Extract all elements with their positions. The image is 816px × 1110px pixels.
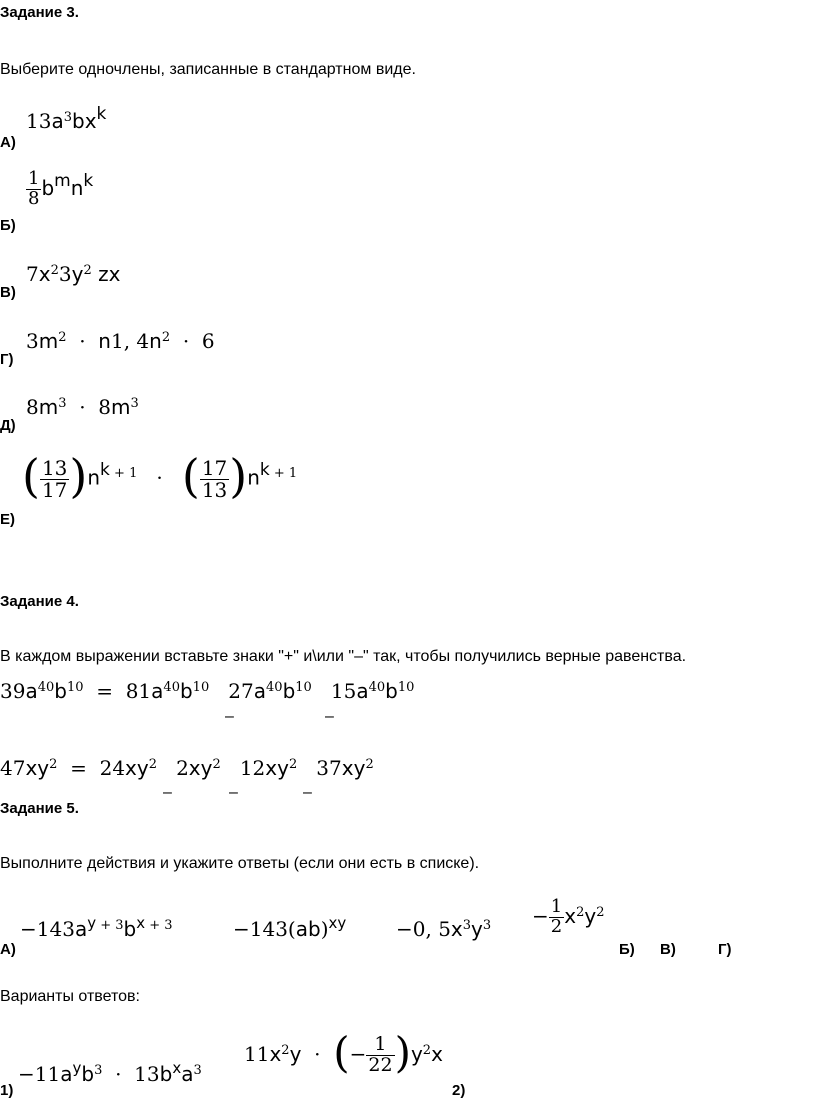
task3-expression-e: ( $\frac{13}{17}$ )$n^k$ $^{+ 1}$ · ( $\frac{17}{13}$ )$n^k$ $^{+ 1}$: [22, 449, 298, 503]
task5-expression-g: − $\frac{1}{2}$ $x^2y^2$: [532, 896, 605, 937]
task4-title: Задание 4.: [0, 593, 79, 610]
task5-answer-2: $11x^2y$ · (− $\frac{1}{22}$ )$y^2x$: [244, 1028, 443, 1077]
task5-expression-b: −143(ab)$^{xy}$: [233, 913, 347, 941]
task5-instruction: Выполните действия и укажите ответы (если они есть в списке).: [0, 855, 480, 872]
task4-equation-2: $47xy^2 = 24xy^2$ $2xy^2$ $12xy^2$ $37xy^2$: [0, 756, 374, 780]
task3-expression-d: $8m^3 \cdot 8m^3$: [26, 395, 139, 419]
task4-equation-1: $39a^{40}b^{10} = 81a^{40}b^{10}$ $27a^{40}b^{10}$ $15a^{40}b^{10}$: [0, 679, 415, 703]
task5-expression-a: $-143a^y$ $^{+ 3}b^x$ $^{+ 3}$: [20, 913, 173, 941]
task3-expression-a: $13a^3bx^k$: [26, 103, 107, 133]
task5-label-g: Г): [718, 941, 732, 958]
task5-label-a: А): [0, 941, 16, 958]
task3-label-v: В): [0, 284, 16, 301]
task5-answer-label-1: 1): [0, 1082, 14, 1099]
task4-sign-blank[interactable]: –: [303, 784, 312, 801]
task4-sign-blank[interactable]: –: [225, 708, 234, 725]
task3-label-e: Е): [0, 511, 15, 528]
task4-sign-blank[interactable]: –: [229, 784, 238, 801]
task3-title: Задание 3.: [0, 4, 79, 21]
task5-title: Задание 5.: [0, 800, 79, 817]
task3-label-d: Д): [0, 417, 16, 434]
task3-expression-b: $\frac{1}{8}$ $b^mn^k$: [28, 168, 94, 209]
task3-label-g: Г): [0, 351, 14, 368]
task3-label-a: А): [0, 134, 16, 151]
task5-expression-v: −0, $5x^3y^3$: [396, 917, 492, 941]
task5-answers-title: Варианты ответов:: [0, 988, 140, 1005]
task5-label-v: В): [660, 941, 676, 958]
task4-sign-blank[interactable]: –: [325, 708, 334, 725]
task3-expression-v: $7x^23y^2$ zx: [26, 262, 121, 286]
task3-expression-g: $3m^2 \cdot n1$, $4n^2 \cdot 6$: [26, 329, 215, 353]
task3-instruction: Выберите одночлены, записанные в стандартном виде.: [0, 61, 416, 78]
task5-answer-label-2: 2): [452, 1082, 466, 1099]
task5-answer-1: $-11a^yb^3 \cdot 13b^xa^3$: [18, 1058, 202, 1086]
task3-label-b: Б): [0, 217, 16, 234]
task4-instruction: В каждом выражении вставьте знаки "+" и\или "–" так, чтобы получились верные равенства.: [0, 648, 687, 665]
task5-label-b: Б): [619, 941, 635, 958]
task4-sign-blank[interactable]: –: [163, 784, 172, 801]
